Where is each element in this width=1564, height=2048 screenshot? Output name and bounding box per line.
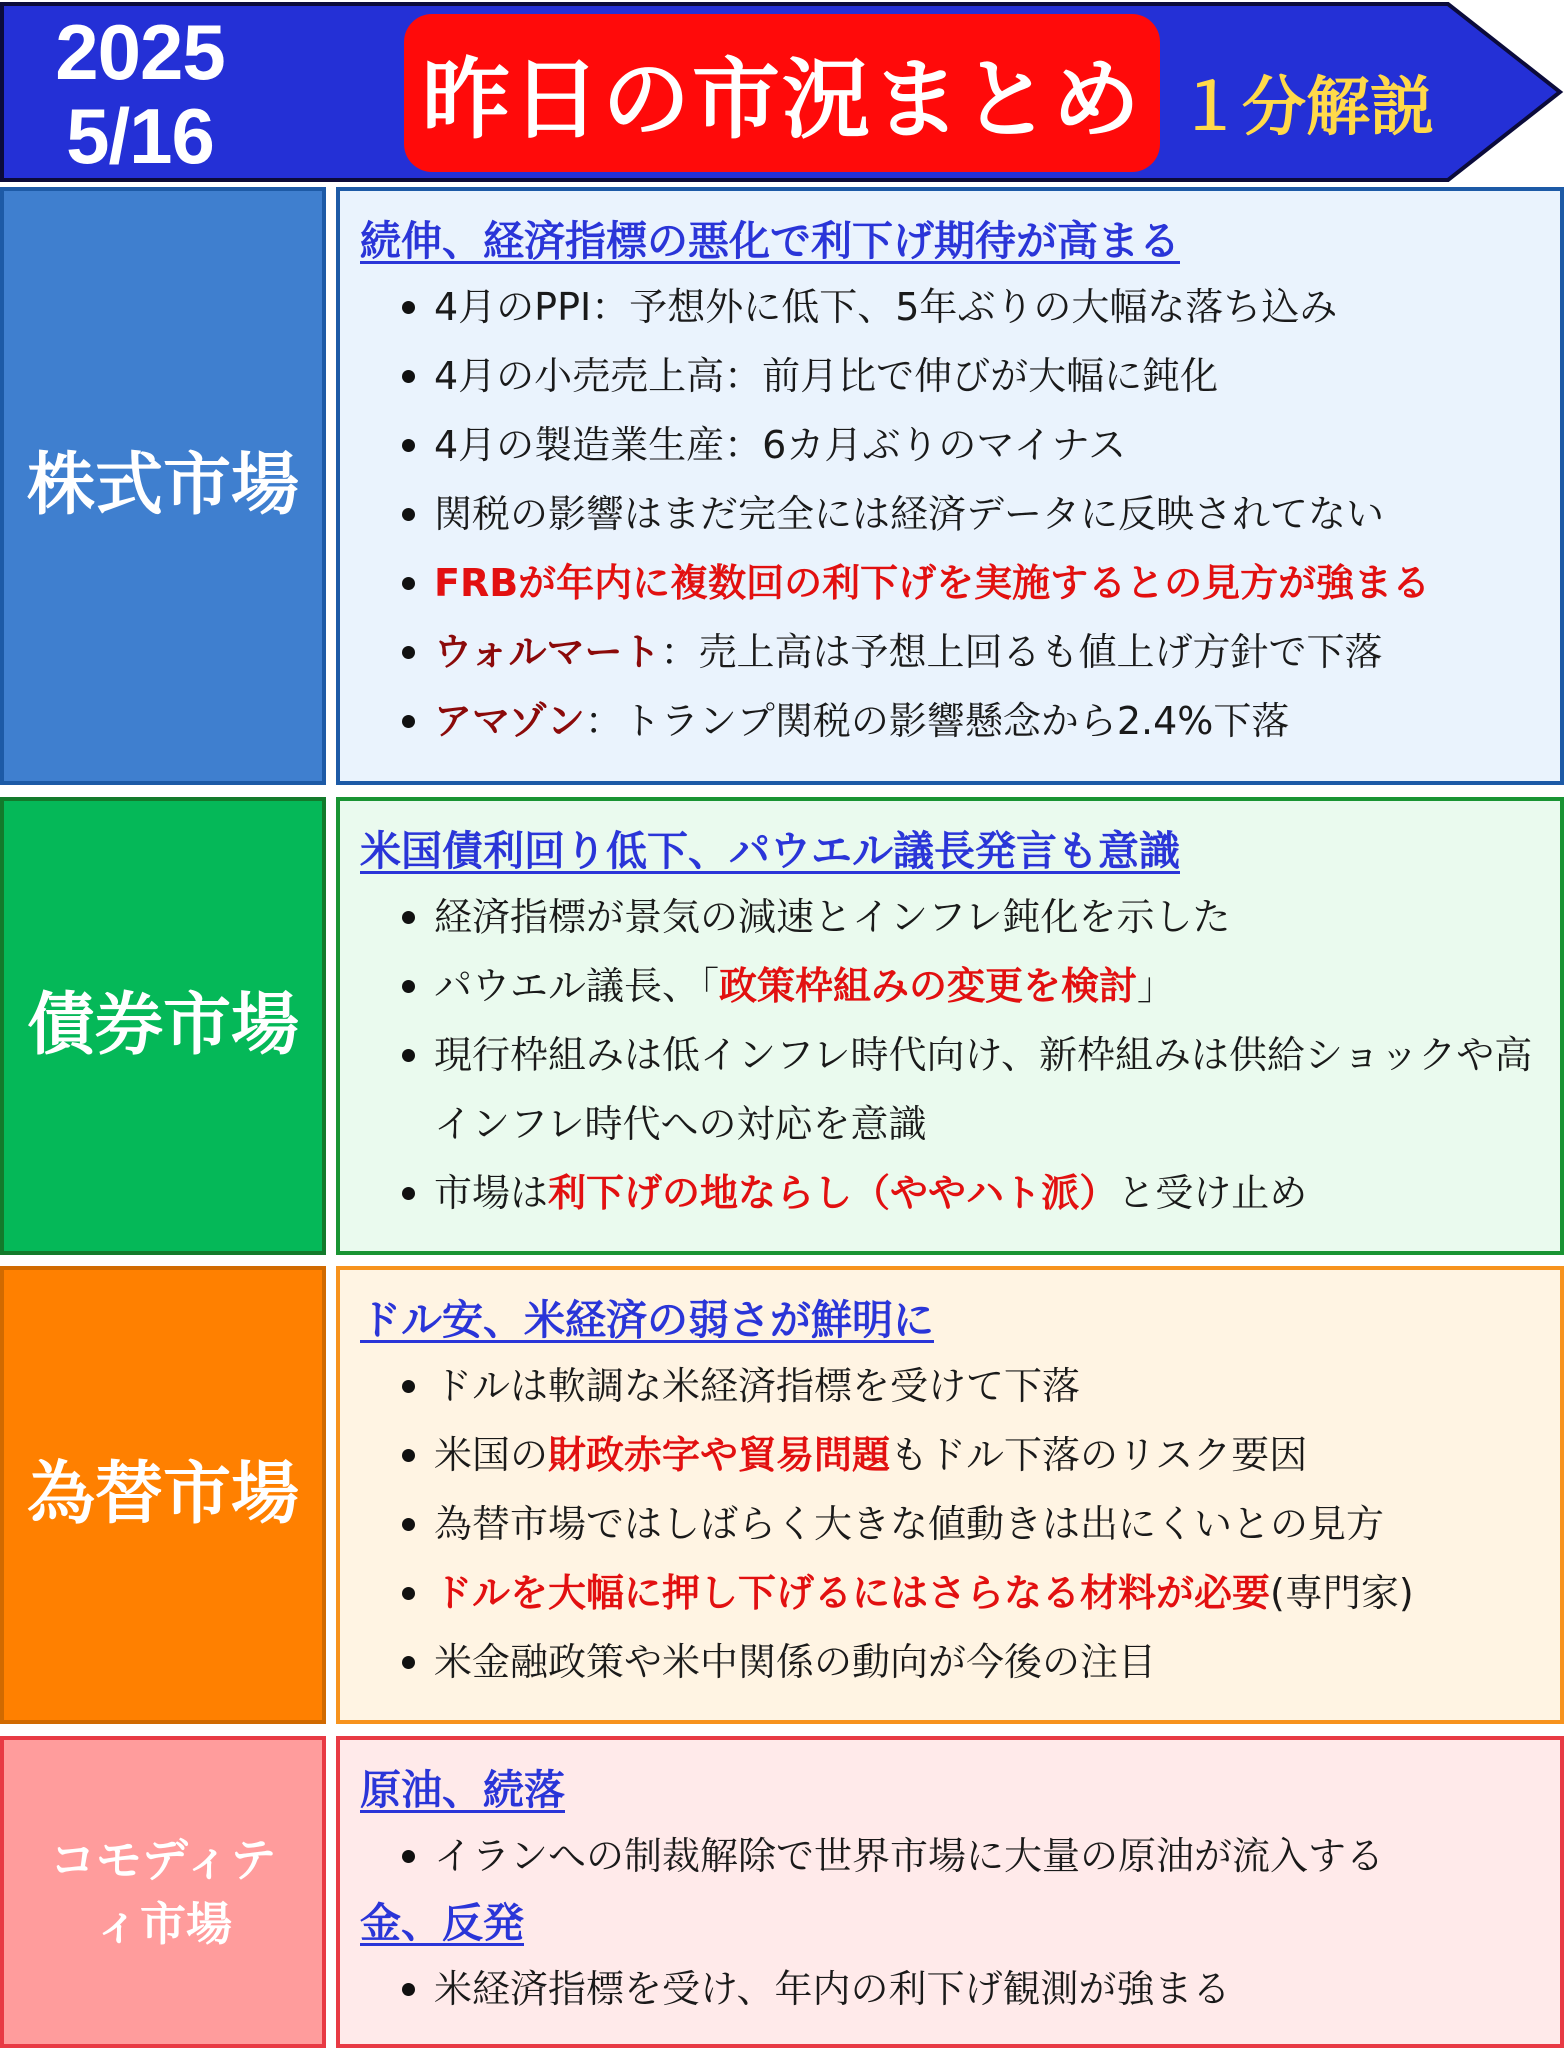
section-content bbox=[336, 797, 1564, 1255]
section-heading-link[interactable]: 原油、続落 bbox=[360, 1766, 565, 1814]
page-title: 昨日の市況まとめ bbox=[421, 48, 1142, 151]
section-label: 為替市場 bbox=[26, 1455, 299, 1534]
list-item: 4月の小売売上高：前月比で伸びが大幅に鈍化 bbox=[360, 342, 1560, 411]
section-content bbox=[336, 1736, 1564, 2048]
list-item: 市場は利下げの地ならし（ややハト派）と受け止め bbox=[360, 1159, 1560, 1228]
list-item: 現行枠組みは低インフレ時代向け、新枠組みは供給ショックや高インフレ時代への対応を意識 bbox=[360, 1021, 1560, 1159]
section-label-box bbox=[0, 1736, 326, 2048]
section-label: 株式市場 bbox=[26, 446, 299, 525]
header-day: 5/16 bbox=[66, 92, 214, 180]
list-item: 米経済指標を受け、年内の利下げ観測が強まる bbox=[360, 1955, 1560, 2024]
list-item: 関税の影響はまだ完全には経済データに反映されてない bbox=[360, 480, 1560, 549]
bullet-list bbox=[360, 1352, 1560, 1697]
list-item: 為替市場ではしばらく大きな値動きは出にくいとの見方 bbox=[360, 1490, 1560, 1559]
section-label: コモディティ市場 bbox=[49, 1833, 277, 1951]
section-commodity-market bbox=[0, 1736, 1564, 2048]
title-banner bbox=[404, 14, 1160, 172]
section-label-box bbox=[0, 187, 326, 785]
bullet-list bbox=[360, 1955, 1560, 2024]
bullet-list bbox=[360, 1822, 1560, 1891]
section-label-box bbox=[0, 797, 326, 1255]
list-item: FRBが年内に複数回の利下げを実施するとの見方が強まる bbox=[360, 549, 1560, 618]
section-heading-link[interactable]: ドル安、米経済の弱さが鮮明に bbox=[360, 1296, 934, 1344]
header-date bbox=[40, 10, 240, 178]
header-year: 2025 bbox=[55, 8, 225, 96]
section-label-box bbox=[0, 1266, 326, 1724]
list-item: 4月のPPI：予想外に低下、5年ぶりの大幅な落ち込み bbox=[360, 273, 1560, 342]
list-item: アマゾン：トランプ関税の影響懸念から2.4%下落 bbox=[360, 687, 1560, 756]
section-heading-link[interactable]: 金、反発 bbox=[360, 1899, 524, 1947]
list-item: イランへの制裁解除で世界市場に大量の原油が流入する bbox=[360, 1822, 1560, 1891]
section-bond-market bbox=[0, 797, 1564, 1255]
section-heading-link[interactable]: 続伸、経済指標の悪化で利下げ期待が高まる bbox=[360, 217, 1180, 265]
section-content bbox=[336, 1266, 1564, 1724]
list-item: 米金融政策や米中関係の動向が今後の注目 bbox=[360, 1628, 1560, 1697]
list-item: パウエル議長、「政策枠組みの変更を検討」 bbox=[360, 952, 1560, 1021]
list-item: ウォルマート：売上高は予想上回るも値上げ方針で下落 bbox=[360, 618, 1560, 687]
list-item: 4月の製造業生産：6カ月ぶりのマイナス bbox=[360, 411, 1560, 480]
list-item: 経済指標が景気の減速とインフレ鈍化を示した bbox=[360, 883, 1560, 952]
header-banner bbox=[0, 0, 1564, 184]
section-fx-market bbox=[0, 1266, 1564, 1724]
bullet-list bbox=[360, 883, 1560, 1228]
section-stock-market bbox=[0, 187, 1564, 785]
section-label: 債券市場 bbox=[26, 986, 299, 1065]
section-heading-link[interactable]: 米国債利回り低下、パウエル議長発言も意識 bbox=[360, 827, 1180, 875]
bullet-list bbox=[360, 273, 1560, 756]
section-content bbox=[336, 187, 1564, 785]
list-item: 米国の財政赤字や貿易問題もドル下落のリスク要因 bbox=[360, 1421, 1560, 1490]
page-subtitle: １分解説 bbox=[1178, 71, 1434, 145]
list-item: ドルを大幅に押し下げるにはさらなる材料が必要(専門家) bbox=[360, 1559, 1560, 1628]
list-item: ドルは軟調な米経済指標を受けて下落 bbox=[360, 1352, 1560, 1421]
